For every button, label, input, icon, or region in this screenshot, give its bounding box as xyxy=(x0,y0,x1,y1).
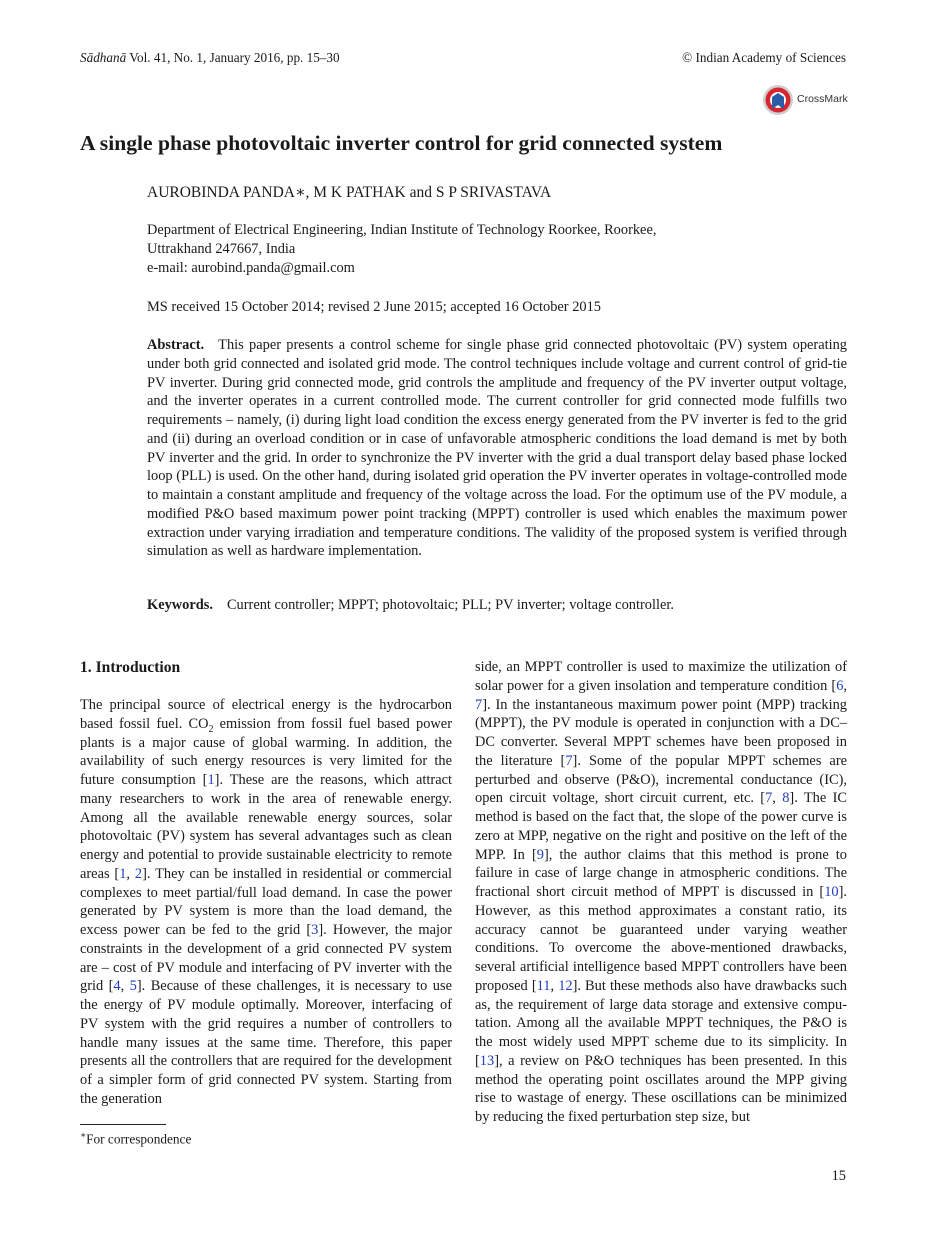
body-text: ]. But these methods also have drawbacks such as, the requirement of large data storage and extensive computation. Among all the available MPPT techniques, the P&O is the most widely used MPPT scheme due to its simplicity. In [ xyxy=(475,977,847,1069)
separator: , xyxy=(126,865,135,882)
abstract-text: This paper presents a control scheme for single phase grid connected photovoltaic (PV) system operating under both grid connected and isolated grid mode. The control techniques include voltage and current control of grid-tie PV inverter. During grid connected mode, grid controls the amplitude and frequency of the PV inverter output voltage, and the inverter operates in a current controlled mode. The current controller for grid connected mode fulfills two requirements – namely, (i) during light load condition the excess energy generated from the PV inverter is fed to the grid and (ii) during an overload condition or in case of unfavorable atmospheric conditions the load demand is met by both PV inverter and the grid. In order to synchronize the PV inverter with the grid a dual transport delay based phase locked loop (PLL) is used. On the other hand, during isolated grid operation the PV inverter operates in voltage-controlled mode to maintain a constant amplitude and frequency of the voltage across the load. For the optimum use of the PV module, a modified P&O based maximum power point tracking (MPPT) controller is used which enables the maximum power extraction under varying irradiation and temperature conditions. The validity of the proposed system is verified through simulation as well as hardware implementation. xyxy=(147,337,847,560)
footnote-mark: ∗ xyxy=(80,1130,87,1140)
body-text: ]. However, the major constraints in the development of a grid connected PV system are – cost of PV module and interfacing of PV inverter with the grid [ xyxy=(80,922,452,995)
footnote-divider xyxy=(80,1124,166,1125)
citation-link[interactable]: 13 xyxy=(479,1052,495,1069)
page-number: 15 xyxy=(831,1168,846,1184)
body-column-right xyxy=(475,658,847,1127)
citation-link[interactable]: 4 xyxy=(113,978,121,995)
separator: , xyxy=(120,978,130,995)
citation-link[interactable]: 7 xyxy=(475,696,483,713)
citation-link[interactable]: 7 xyxy=(765,790,773,807)
citation-link[interactable]: 6 xyxy=(836,677,844,694)
running-header-citation xyxy=(80,50,340,66)
keywords xyxy=(147,597,674,614)
body-text: ], the author claims that this method is prone to failure in case of large change in atmospheric conditions. The fractional short circuit method of MPPT is discussed in [ xyxy=(475,846,847,900)
crossmark-label: CrossMark xyxy=(797,93,848,105)
body-text: ]. These are the reasons, which attract many researchers to work in the area of renewable energy. Among all the available renewable energy sources, solar photovoltaic (PV) system has several advantages such as clean energy and potential to provide sustainable electricity to remote areas [ xyxy=(80,772,452,882)
separator: , xyxy=(550,977,559,994)
author-list: AUROBINDA PANDA∗, M K PATHAK and S P SRIVASTAVA xyxy=(147,184,552,201)
author-email: e-mail: aurobind.panda@gmail.com xyxy=(147,260,355,276)
body-text: ]. They can be installed in residential or commercial complexes to meet partial/full load demand. In case the power generated by PV system is more than the load demand, the excess power can be fed to the grid [ xyxy=(80,865,452,938)
body-text: side, an MPPT controller is used to maximize the utilization of solar power for a given insolation and temperature condition [ xyxy=(475,659,847,694)
footnote-text: For correspondence xyxy=(86,1131,192,1147)
subscript: 2 xyxy=(208,723,214,735)
copyright-notice: © Indian Academy of Sciences xyxy=(682,50,846,65)
citation-link[interactable]: 5 xyxy=(129,978,137,995)
citation-link[interactable]: 7 xyxy=(565,752,573,769)
body-text: ]. In the instantaneous maximum power point (MPP) tracking (MPPT), the PV module is operated in conjunction with a DC–DC converter. Several MPPT schemes have been proposed in the literature [ xyxy=(475,696,847,769)
citation-link[interactable]: 9 xyxy=(536,846,544,863)
citation-link[interactable]: 11 xyxy=(536,977,551,994)
citation-link[interactable]: 1 xyxy=(119,865,127,882)
crossmark-badge[interactable] xyxy=(762,84,848,116)
footnote xyxy=(80,1130,191,1147)
paper-title: A single phase photovoltaic inverter control for grid connected system xyxy=(80,131,723,155)
body-text: ]. Some of the popular MPPT schemes are perturbed and observe (P&O), incremental conductance (IC), open circuit voltage, short circuit current, etc. [ xyxy=(475,752,847,807)
body-text: ]. Because of these challenges, it is necessary to use the energy of PV module optimally. Moreover, interfacing of PV system with the grid requires a number of controllers to handle many issues at the same time. Therefore, this paper presents all the controllers that are required for the development of a simpler form of grid connected PV system. Starting from the generation xyxy=(80,978,452,1107)
citation-link[interactable]: 12 xyxy=(558,977,573,994)
body-text: The principal source of electrical energy is the hydrocarbon based fossil fuel. CO xyxy=(80,697,452,732)
manuscript-dates: MS received 15 October 2014; revised 2 June 2015; accepted 16 October 2015 xyxy=(147,299,601,315)
keywords-label: Keywords. xyxy=(147,597,213,613)
affiliation-line-1: Department of Electrical Engineering, Indian Institute of Technology Roorkee, Roorkee, xyxy=(147,222,657,238)
abstract-label: Abstract. xyxy=(147,337,205,353)
body-column-left xyxy=(80,696,452,1109)
separator: , xyxy=(772,790,783,807)
crossmark-icon xyxy=(762,84,794,116)
body-text: ]. The IC method is based on the fact that, the slope of the power curve is zero at MPP, negative on the right and positive on the left of the MPP. In [ xyxy=(475,790,847,863)
citation-link[interactable]: 3 xyxy=(311,922,319,938)
affiliation-line-2: Uttrakhand 247667, India xyxy=(147,241,296,257)
citation-link[interactable]: 1 xyxy=(207,772,215,788)
citation-link[interactable]: 2 xyxy=(134,865,143,882)
separator: , xyxy=(843,677,847,694)
journal-name: Sādhanā xyxy=(80,50,127,65)
abstract xyxy=(147,336,847,561)
citation-link[interactable]: 10 xyxy=(824,884,839,900)
journal-citation: Vol. 41, No. 1, January 2016, pp. 15–30 xyxy=(126,50,340,65)
body-text: ], a review on P&O techniques has been presented. In this method the operating point oscillates around the MPP giving rise to wastage of energy. These oscillations can be minimized by reducing the fixed perturbation step size, but xyxy=(475,1052,847,1125)
section-heading-introduction: 1. Introduction xyxy=(80,659,181,676)
citation-link[interactable]: 8 xyxy=(782,790,790,807)
body-text: emission from fossil fuel based power plants is a major cause of global warming. In addition, the availability of such energy resources is very limited for the future consumption [ xyxy=(80,715,452,788)
body-text: ]. However, as this method approximates a constant ratio, its accuracy cannot be guaranteed under varying weather conditions. To overcome the above-mentioned drawbacks, several artificial intelligence based MPPT controllers have been proposed [ xyxy=(475,884,847,994)
keywords-text: Current controller; MPPT; photovoltaic; PLL; PV inverter; voltage controller. xyxy=(226,597,674,613)
